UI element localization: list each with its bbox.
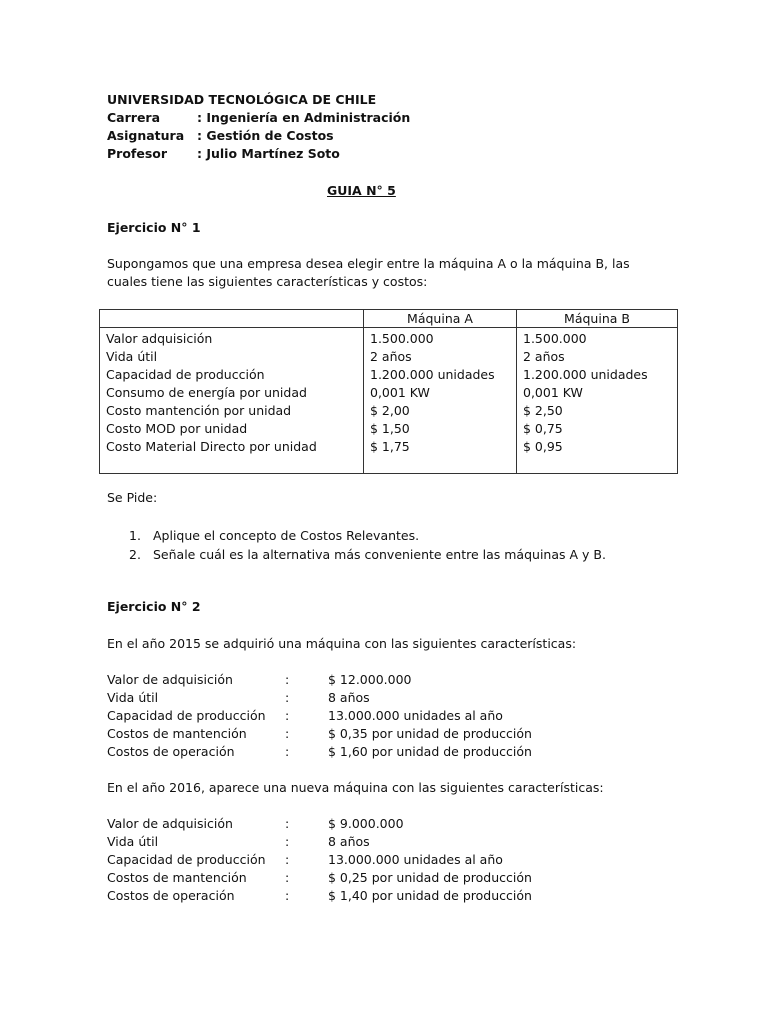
machine-b-value: 0,001 KW xyxy=(523,385,583,400)
list-item xyxy=(129,545,606,564)
list-item-text: Aplique el concepto de Costos Relevantes. xyxy=(153,528,420,543)
table-row xyxy=(100,328,678,474)
header-row-profesor xyxy=(107,146,340,161)
header-label: Carrera xyxy=(107,110,161,125)
spec-label: Costos de mantención xyxy=(107,870,247,885)
machine-b-value: 2 años xyxy=(523,349,565,364)
spec-value: 8 años xyxy=(328,834,370,849)
table-header-cell xyxy=(100,310,364,328)
machine-a-value: $ 2,00 xyxy=(370,403,410,418)
list-item-number: 2. xyxy=(129,547,141,562)
table-header-cell: Máquina B xyxy=(517,310,678,328)
spec-colon: : xyxy=(285,870,290,885)
machine-a-value: 2 años xyxy=(370,349,412,364)
spec-colon: : xyxy=(285,690,290,705)
concept-label: Consumo de energía por unidad xyxy=(106,385,307,400)
concept-label: Costo Material Directo por unidad xyxy=(106,439,317,454)
header-value: : Gestión de Costos xyxy=(197,128,334,143)
exercise-2-title: Ejercicio N° 2 xyxy=(107,599,201,614)
header-value: : Ingeniería en Administración xyxy=(197,110,411,125)
spec-colon: : xyxy=(285,672,290,687)
machine-a-value: 1.200.000 unidades xyxy=(370,367,495,382)
list-item xyxy=(129,526,606,545)
exercise-2-intro-2016: En el año 2016, aparece una nueva máquina con las siguientes características: xyxy=(107,780,604,795)
concepts-cell xyxy=(100,328,364,474)
spec-colon: : xyxy=(285,744,290,759)
spec-label: Valor de adquisición xyxy=(107,672,233,687)
se-pide-label: Se Pide: xyxy=(107,490,158,505)
university-name: UNIVERSIDAD TECNOLÓGICA DE CHILE xyxy=(107,92,377,107)
machine-b-value: $ 2,50 xyxy=(523,403,563,418)
spec-value: $ 0,25 por unidad de producción xyxy=(328,870,532,885)
spec-colon: : xyxy=(285,852,290,867)
machine-a-value: $ 1,50 xyxy=(370,421,410,436)
spec-value: $ 9.000.000 xyxy=(328,816,404,831)
spec-colon: : xyxy=(285,708,290,723)
table-header-cell: Máquina A xyxy=(364,310,517,328)
spec-label: Vida útil xyxy=(107,690,159,705)
exercise-2-intro-2015: En el año 2015 se adquirió una máquina con las siguientes características: xyxy=(107,636,577,651)
concept-label: Capacidad de producción xyxy=(106,367,265,382)
spec-label: Capacidad de producción xyxy=(107,852,266,867)
exercise-1-intro: Supongamos que una empresa desea elegir entre la máquina A o la máquina B, las cuales tiene las siguientes características y costos: xyxy=(107,256,630,289)
spec-value: 8 años xyxy=(328,690,370,705)
machine-b-value: $ 0,95 xyxy=(523,439,563,454)
spec-label: Vida útil xyxy=(107,834,159,849)
spec-colon: : xyxy=(285,726,290,741)
spec-value: $ 0,35 por unidad de producción xyxy=(328,726,532,741)
concept-label: Valor adquisición xyxy=(106,331,213,346)
machine-a-value: 1.500.000 xyxy=(370,331,434,346)
spec-label: Costos de operación xyxy=(107,888,235,903)
list-item-number: 1. xyxy=(129,528,141,543)
spec-label: Valor de adquisición xyxy=(107,816,233,831)
machine-a-value: $ 1,75 xyxy=(370,439,410,454)
spec-value: $ 12.000.000 xyxy=(328,672,412,687)
spec-value: 13.000.000 unidades al año xyxy=(328,852,503,867)
spec-colon: : xyxy=(285,816,290,831)
spec-value: $ 1,60 por unidad de producción xyxy=(328,744,532,759)
spec-colon: : xyxy=(285,834,290,849)
header-row-asignatura xyxy=(107,128,334,143)
concept-label: Vida útil xyxy=(106,349,158,364)
machine-b-value: $ 0,75 xyxy=(523,421,563,436)
guide-title: GUIA N° 5 xyxy=(327,183,396,198)
spec-value: 13.000.000 unidades al año xyxy=(328,708,503,723)
machine-b-cell xyxy=(517,328,678,474)
machine-b-value: 1.200.000 unidades xyxy=(523,367,648,382)
header-value: : Julio Martínez Soto xyxy=(197,146,340,161)
list-item-text: Señale cuál es la alternativa más conveniente entre las máquinas A y B. xyxy=(153,547,606,562)
spec-label: Costos de mantención xyxy=(107,726,247,741)
machine-a-value: 0,001 KW xyxy=(370,385,430,400)
spec-colon: : xyxy=(285,888,290,903)
spec-value: $ 1,40 por unidad de producción xyxy=(328,888,532,903)
table-header-row xyxy=(100,310,678,328)
machines-table xyxy=(99,309,678,474)
machine-a-cell xyxy=(364,328,517,474)
concept-label: Costo MOD por unidad xyxy=(106,421,248,436)
task-list xyxy=(107,526,606,564)
spec-label: Costos de operación xyxy=(107,744,235,759)
header-label: Profesor xyxy=(107,146,168,161)
header-row-carrera xyxy=(107,110,410,125)
header-label: Asignatura xyxy=(107,128,185,143)
exercise-1-title: Ejercicio N° 1 xyxy=(107,220,201,235)
machine-b-value: 1.500.000 xyxy=(523,331,587,346)
concept-label: Costo mantención por unidad xyxy=(106,403,292,418)
spec-label: Capacidad de producción xyxy=(107,708,266,723)
